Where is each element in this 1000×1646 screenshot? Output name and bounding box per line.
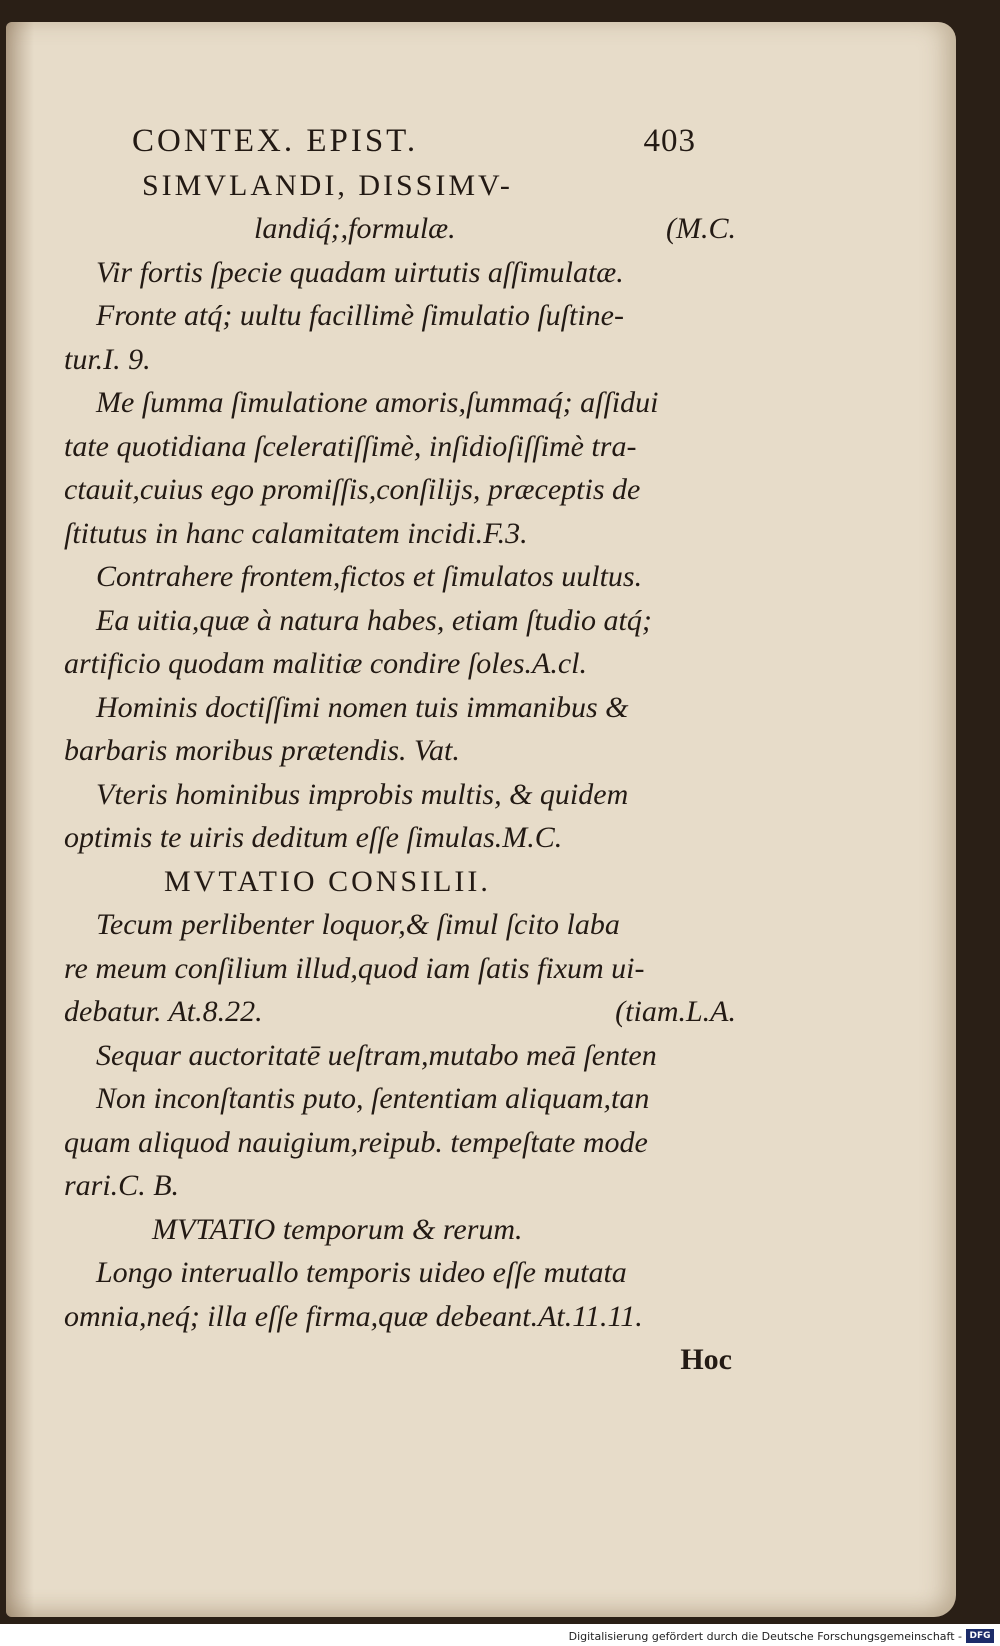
book-page xyxy=(6,22,956,1617)
text-line: Hominis doctiſſimi nomen tuis immanibus & xyxy=(96,690,629,724)
section-heading: MVTATIO CONSILII. xyxy=(164,864,491,898)
text-line xyxy=(64,207,744,251)
running-title: CONTEX. EPIST. xyxy=(132,123,419,159)
text-line: omnia,neq́; illa eſſe firma,quæ debeant.At.11.11. xyxy=(64,1299,643,1333)
dfg-logo: DFG xyxy=(966,1629,994,1643)
funding-note: Digitalisierung gefördert durch die Deutsche Forschungsgemeinschaft - xyxy=(568,1630,962,1643)
text-line: barbaris moribus prætendis. Vat. xyxy=(64,734,460,767)
text-line: re meum conſilium illud,quod iam ſatis fixum ui- xyxy=(64,951,645,985)
section-heading: SIMVLANDI, DISSIMV- xyxy=(142,168,513,202)
text-line: Me ſumma ſimulatione amoris,ſummaq́; aſſidui xyxy=(96,386,659,419)
running-head xyxy=(132,120,696,164)
text-line: Longo interuallo temporis uideo eſſe mutata xyxy=(96,1256,627,1289)
text-line: Vir fortis ſpecie quadam uirtutis aſſimulatæ. xyxy=(96,255,624,289)
footer-bar xyxy=(0,1624,1000,1646)
page-text xyxy=(64,120,744,1382)
text-line: Tecum perlibenter loquor,& ſimul ſcito laba xyxy=(96,908,620,941)
text-line: artificio quodam malitiæ condire ſoles.A.cl. xyxy=(64,647,588,680)
text-line: rari.C. B. xyxy=(64,1169,180,1202)
marginal-reference: (M.C. xyxy=(666,212,736,245)
marginal-reference: (tiam.L.A. xyxy=(615,995,736,1028)
text-line xyxy=(64,990,744,1034)
text-line: Contrahere frontem,fictos et ſimulatos uultus. xyxy=(96,560,643,593)
text-line: tur.I. 9. xyxy=(64,342,151,376)
section-heading: MVTATIO temporum & rerum. xyxy=(152,1212,523,1246)
text-line: optimis te uiris deditum eſſe ſimulas.M.C. xyxy=(64,821,563,854)
text-line: ſtitutus in hanc calamitatem incidi.F.3. xyxy=(64,516,528,550)
text-line: quam aliquod nauigium,reipub. tempeſtate mode xyxy=(64,1125,648,1159)
text-line: Non inconſtantis puto, ſententiam aliquam,tan xyxy=(96,1082,650,1115)
heading-continuation: landiq́;,formulæ. xyxy=(254,212,456,245)
page-number: 403 xyxy=(643,123,696,159)
text-line: ctauit,cuius ego promiſſis,conſilijs, præceptis de xyxy=(64,473,641,506)
text-line: Fronte atq́; uultu facillimè ſimulatio ſuſtine- xyxy=(96,299,624,332)
text-line: Sequar auctoritatē ueſtram,mutabo meā ſenten xyxy=(96,1038,657,1072)
text-fragment: debatur. At.8.22. xyxy=(64,995,263,1028)
text-line: Vteris hominibus improbis multis, & quidem xyxy=(96,777,629,811)
text-line: Ea uitia,quæ à natura habes, etiam ſtudio atq́; xyxy=(96,603,652,637)
text-line: tate quotidiana ſceleratiſſimè, inſidioſiſſimè tra- xyxy=(64,429,637,463)
catchword: Hoc xyxy=(680,1343,732,1376)
